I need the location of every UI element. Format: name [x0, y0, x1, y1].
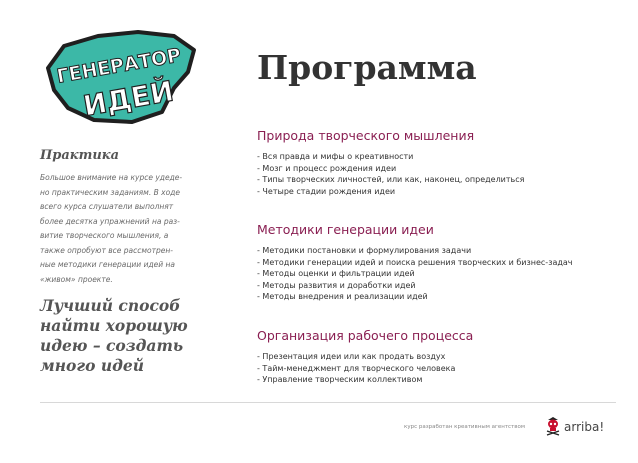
- slogan-line: Лучший способ: [40, 296, 181, 315]
- list-item: - Мозг и процесс рождения идеи: [257, 163, 397, 173]
- section-creative-thinking: [257, 128, 617, 197]
- slogan-line: найти хорошую: [40, 316, 188, 335]
- practice-line: более десятка упражнений на раз-: [40, 216, 180, 226]
- practice-line: Большое внимание на курсе удеде-: [40, 173, 183, 182]
- logo-line-2: ИДЕЙ: [80, 74, 176, 123]
- section-title: Природа творческого мышления: [257, 128, 475, 143]
- slogan-line: идею – создать: [40, 336, 184, 355]
- list-item: - Методы внедрения и реализации идей: [257, 292, 428, 301]
- practice-line: витие творческого мышления, а: [40, 231, 169, 240]
- list-item: - Методики постановки и формулирования задачи: [257, 246, 472, 255]
- list-item: - Методики генерации идей и поиска решения творческих и бизнес-задач: [257, 257, 573, 267]
- practice-line: «живом» проекте.: [40, 274, 113, 284]
- practice-line: всего курса слушатели выполнят: [40, 202, 174, 211]
- section-items: [257, 151, 617, 197]
- list-item: - Методы оценки и фильтрации идей: [257, 269, 415, 278]
- practice-line: ные методики генерации идей на: [40, 260, 175, 269]
- list-item: - Презентация идеи или как продать воздух: [257, 352, 446, 361]
- skull-icon: [545, 416, 561, 436]
- section-items: [257, 351, 617, 386]
- practice-line: но практическим заданиям. В ходе: [40, 187, 180, 197]
- section-idea-generation: [257, 222, 617, 303]
- practice-block: [40, 148, 210, 287]
- section-title: Организация рабочего процесса: [257, 328, 474, 343]
- practice-line: также опробуют все рассмотрен-: [40, 245, 173, 255]
- slogan: [40, 296, 230, 376]
- slogan-line: много идей: [40, 356, 145, 375]
- logo: [34, 28, 204, 128]
- footer-brand: arriba!: [564, 420, 605, 434]
- logo-line-1: ГЕНЕРАТОР: [55, 44, 183, 88]
- list-item: - Методы развития и доработки идей: [257, 280, 416, 290]
- section-title: Методики генерации идеи: [257, 222, 434, 237]
- section-work-process: [257, 328, 617, 386]
- page-title: Программа: [257, 48, 477, 87]
- list-item: - Тайм-менеджмент для творческого человека: [257, 363, 456, 373]
- footer-divider: [40, 402, 616, 403]
- practice-text: [40, 171, 210, 287]
- list-item: - Управление творческим коллективом: [257, 375, 423, 384]
- section-items: [257, 245, 617, 303]
- footer-text: курс разработан креативным агентством: [404, 424, 526, 430]
- practice-title: Практика: [40, 148, 120, 163]
- list-item: - Типы творческих личностей, или как, наконец, определиться: [257, 175, 525, 184]
- list-item: - Вся правда и мифы о креативности: [257, 152, 414, 161]
- list-item: - Четыре стадии рождения идеи: [257, 186, 396, 196]
